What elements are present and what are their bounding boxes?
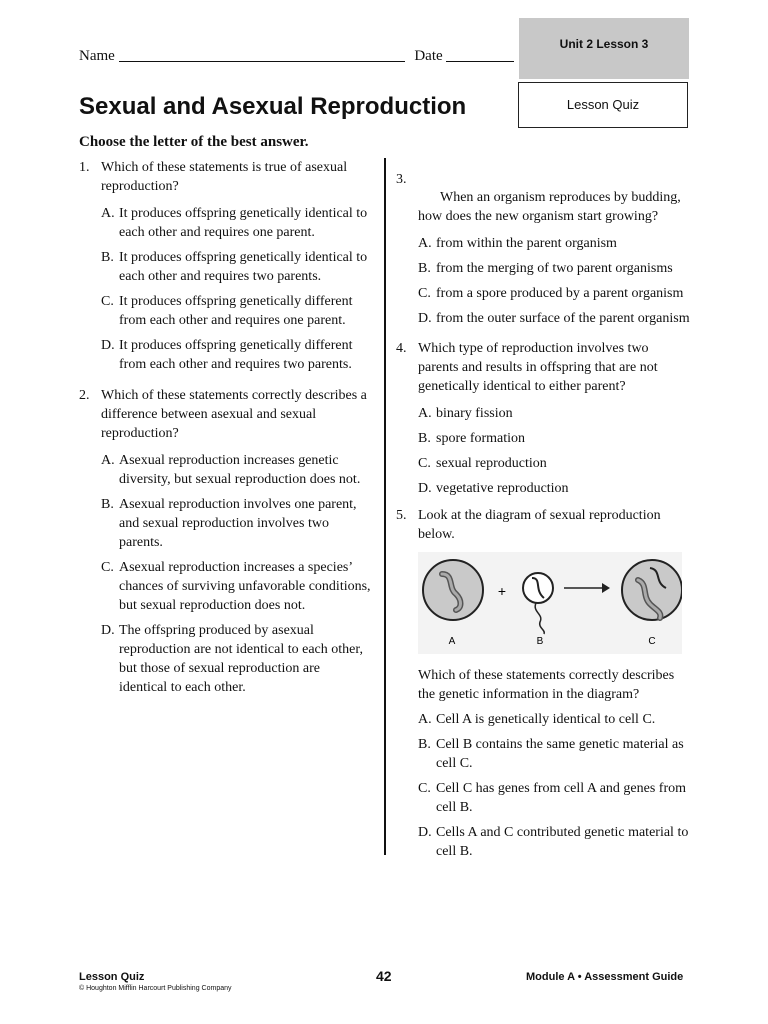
choice-text: It produces offspring genetically different from each other and requires one parent. — [119, 294, 353, 328]
choice-letter: C. — [101, 294, 114, 309]
choice-text: from the merging of two parent organisms — [436, 261, 673, 276]
question-4 — [396, 339, 692, 504]
choice-text: Asexual reproduction increases genetic diversity, but sexual reproduction does not. — [119, 453, 361, 487]
choice-c[interactable] — [101, 292, 371, 330]
cell-a — [423, 560, 483, 620]
footer-copyright: © Houghton Mifflin Harcourt Publishing Company — [79, 985, 232, 992]
choice-letter: B. — [101, 250, 114, 265]
choice-text: binary fission — [436, 406, 513, 421]
name-date-row — [79, 47, 514, 65]
choice-text: spore formation — [436, 431, 526, 446]
name-label: Name — [79, 48, 115, 64]
choice-text: Asexual reproduction involves one parent, and sexual reproduction involves two parents. — [119, 497, 357, 550]
date-label: Date — [414, 48, 443, 64]
question-3 — [396, 170, 692, 334]
choice-letter: D. — [101, 338, 115, 353]
choice-letter: B. — [418, 431, 431, 446]
plus-sign: + — [497, 583, 507, 599]
choice-letter: A. — [418, 712, 432, 727]
choice-letter: A. — [101, 453, 115, 468]
choice-text: Cell C has genes from cell A and genes from cell B. — [436, 781, 686, 815]
choice-letter: D. — [101, 623, 115, 638]
choice-text: vegetative reproduction — [436, 481, 569, 496]
column-divider — [384, 158, 386, 855]
choice-text: from the outer surface of the parent organism — [436, 311, 690, 326]
page-number: 42 — [376, 968, 392, 984]
name-field[interactable] — [119, 47, 405, 62]
choice-letter: C. — [418, 286, 431, 301]
choice-list — [79, 451, 371, 697]
instructions: Choose the letter of the best answer. — [79, 134, 309, 150]
question-prompt: Which of these statements correctly describes the genetic information in the diagram? — [418, 668, 675, 702]
cell-c — [622, 560, 682, 620]
label-b: B — [536, 636, 544, 647]
choice-list — [396, 710, 692, 861]
choice-text: Asexual reproduction increases a species’ chances of surviving unfavorable conditions, but sexual reproduction does not. — [119, 560, 371, 613]
choice-letter: A. — [101, 206, 115, 221]
choice-c[interactable] — [418, 284, 692, 303]
choice-a[interactable] — [101, 204, 371, 242]
choice-c[interactable] — [101, 558, 371, 615]
lesson-quiz-box: Lesson Quiz — [518, 82, 688, 128]
choice-text: It produces offspring genetically identical to each other and requires one parent. — [119, 206, 368, 240]
choice-letter: D. — [418, 825, 432, 840]
sexual-reproduction-diagram — [418, 552, 682, 654]
footer-module: Module A • Assessment Guide — [526, 971, 684, 983]
choice-b[interactable] — [101, 495, 371, 552]
label-a: A — [448, 636, 456, 647]
choice-list — [396, 234, 692, 328]
choice-a[interactable] — [418, 234, 692, 253]
choice-text: The offspring produced by asexual reproduction are not identical to each other, but those of sexual reproduction are identical to each other. — [119, 623, 363, 695]
question-5 — [396, 506, 692, 867]
choice-b[interactable] — [101, 248, 371, 286]
question-stem: Which of these statements correctly describes a difference between asexual and sexual reproduction? — [101, 388, 367, 441]
choice-letter: C. — [101, 560, 114, 575]
choice-c[interactable] — [418, 779, 692, 817]
choice-text: It produces offspring genetically identical to each other and requires two parents. — [119, 250, 368, 284]
choice-list — [79, 204, 371, 374]
question-number: 5. — [396, 508, 407, 523]
choice-letter: A. — [418, 406, 432, 421]
question-stem: Look at the diagram of sexual reproduction below. — [418, 508, 661, 542]
question-2 — [79, 386, 371, 703]
unit-lesson-box: Unit 2 Lesson 3 — [519, 18, 689, 79]
choice-letter: D. — [418, 481, 432, 496]
question-number: 4. — [396, 341, 407, 356]
choice-text: Cell A is genetically identical to cell C. — [436, 712, 656, 727]
choice-d[interactable] — [101, 621, 371, 697]
choice-d[interactable] — [418, 479, 692, 498]
question-number: 1. — [79, 160, 90, 175]
choice-text: from a spore produced by a parent organism — [436, 286, 684, 301]
choice-letter: B. — [101, 497, 114, 512]
choice-b[interactable] — [418, 735, 692, 773]
choice-a[interactable] — [418, 710, 692, 729]
choice-list — [396, 404, 692, 498]
choice-letter: B. — [418, 737, 431, 752]
choice-text: from within the parent organism — [436, 236, 617, 251]
date-field[interactable] — [446, 47, 514, 62]
choice-text: It produces offspring genetically different from each other and requires two parents. — [119, 338, 353, 372]
choice-letter: B. — [418, 261, 431, 276]
choice-a[interactable] — [101, 451, 371, 489]
choice-c[interactable] — [418, 454, 692, 473]
choice-d[interactable] — [101, 336, 371, 374]
question-stem: When an organism reproduces by budding, how does the new organism start growing? — [418, 190, 681, 224]
choice-text: Cell B contains the same genetic material as cell C. — [436, 737, 684, 771]
choice-letter: C. — [418, 456, 431, 471]
question-number: 2. — [79, 388, 90, 403]
choice-a[interactable] — [418, 404, 692, 423]
choice-letter: C. — [418, 781, 431, 796]
choice-letter: D. — [418, 311, 432, 326]
question-stem: Which of these statements is true of asexual reproduction? — [101, 160, 348, 194]
footer-lesson-quiz: Lesson Quiz — [79, 971, 145, 983]
page-title: Sexual and Asexual Reproduction — [79, 93, 467, 120]
choice-letter: A. — [418, 236, 432, 251]
label-c: C — [648, 636, 656, 647]
question-1 — [79, 158, 371, 380]
choice-text: Cells A and C contributed genetic material to cell B. — [436, 825, 689, 859]
choice-d[interactable] — [418, 309, 692, 328]
choice-d[interactable] — [418, 823, 692, 861]
question-number: 3. — [396, 172, 407, 187]
choice-b[interactable] — [418, 259, 692, 278]
question-stem: Which type of reproduction involves two parents and results in offspring that are not genetically identical to either parent? — [418, 341, 658, 394]
choice-b[interactable] — [418, 429, 692, 448]
choice-text: sexual reproduction — [436, 456, 547, 471]
